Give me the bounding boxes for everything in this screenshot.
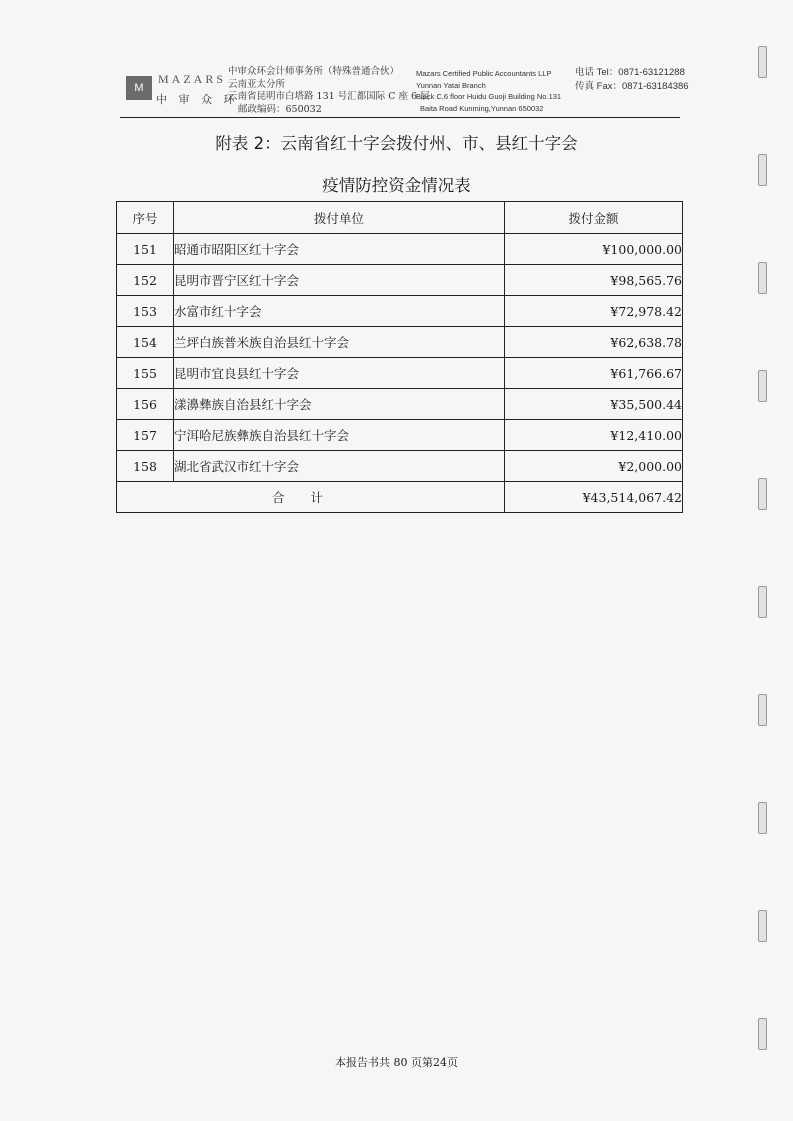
- binding-hole-mark: [758, 910, 767, 942]
- table-row: [117, 358, 683, 389]
- table-row: [117, 420, 683, 451]
- table-row: [117, 451, 683, 482]
- binding-hole-mark: [758, 802, 767, 834]
- mazars-logo-cn: 中 审 众 环: [156, 93, 239, 106]
- binding-hole-mark: [758, 370, 767, 402]
- column-header-unit: 拨付单位: [174, 202, 505, 234]
- mazars-logo-mark: M: [126, 76, 152, 100]
- firm-fax: 传真 Fax：0871-63184386: [575, 81, 689, 92]
- row-no: 154: [117, 327, 174, 358]
- page-subtitle: 疫情防控资金情况表: [322, 176, 471, 195]
- column-header-no: 序号: [117, 202, 174, 234]
- firm-name-en: Mazars Certified Public Accountants LLP Yunnan Yatai Branch Block C,6 floor Huidu Guoji Building No.131 Baita Road Kunming,Yunnan 650032: [416, 69, 562, 113]
- row-unit: 宁洱哈尼族彝族自治县红十字会: [174, 420, 505, 451]
- row-no: 158: [117, 451, 174, 482]
- mazars-logo-word: MAZARS: [158, 72, 227, 86]
- row-unit: 兰坪白族普米族自治县红十字会: [174, 327, 505, 358]
- row-amount: ¥12,410.00: [505, 420, 683, 451]
- row-no: 151: [117, 234, 174, 265]
- row-no: 152: [117, 265, 174, 296]
- table-row: [117, 296, 683, 327]
- binding-hole-mark: [758, 694, 767, 726]
- row-amount: ¥100,000.00: [505, 234, 683, 265]
- row-no: 156: [117, 389, 174, 420]
- table-row: [117, 327, 683, 358]
- table-row: [117, 389, 683, 420]
- firm-contact: [575, 66, 689, 94]
- row-unit: 湖北省武汉市红十字会: [174, 451, 505, 482]
- letterhead: [120, 62, 689, 116]
- binding-hole-mark: [758, 262, 767, 294]
- total-label: 合计: [117, 482, 505, 513]
- firm-name-cn: 中审众环会计师事务所（特殊普通合伙） 云南亚太分所 云南省昆明市白塔路 131 号汇都国际 C 座 6 层 邮政编码：650032: [228, 66, 430, 115]
- page-title: 附表 2：云南省红十字会拨付州、市、县红十字会: [215, 134, 578, 153]
- binding-hole-mark: [758, 478, 767, 510]
- row-amount: ¥72,978.42: [505, 296, 683, 327]
- total-amount: ¥43,514,067.42: [505, 482, 683, 513]
- table-row: [117, 265, 683, 296]
- row-no: 153: [117, 296, 174, 327]
- table-row: [117, 234, 683, 265]
- table-header-row: [117, 202, 683, 234]
- row-no: 157: [117, 420, 174, 451]
- row-amount: ¥62,638.78: [505, 327, 683, 358]
- row-amount: ¥35,500.44: [505, 389, 683, 420]
- binding-hole-mark: [758, 1018, 767, 1050]
- row-amount: ¥61,766.67: [505, 358, 683, 389]
- binding-hole-mark: [758, 154, 767, 186]
- row-unit: 昭通市昭阳区红十字会: [174, 234, 505, 265]
- row-unit: 漾濞彝族自治县红十字会: [174, 389, 505, 420]
- row-unit: 水富市红十字会: [174, 296, 505, 327]
- row-no: 155: [117, 358, 174, 389]
- allocation-table: [116, 201, 683, 513]
- row-amount: ¥98,565.76: [505, 265, 683, 296]
- table-total-row: [117, 482, 683, 513]
- page-footer: 本报告书共 80 页第24页: [335, 1056, 458, 1069]
- firm-tel: 电话 Tel：0871-63121288: [575, 67, 685, 78]
- header-divider: [120, 117, 680, 118]
- row-unit: 昆明市宜良县红十字会: [174, 358, 505, 389]
- binding-hole-mark: [758, 586, 767, 618]
- row-amount: ¥2,000.00: [505, 451, 683, 482]
- binding-hole-mark: [758, 46, 767, 78]
- column-header-amount: 拨付金额: [505, 202, 683, 234]
- row-unit: 昆明市晋宁区红十字会: [174, 265, 505, 296]
